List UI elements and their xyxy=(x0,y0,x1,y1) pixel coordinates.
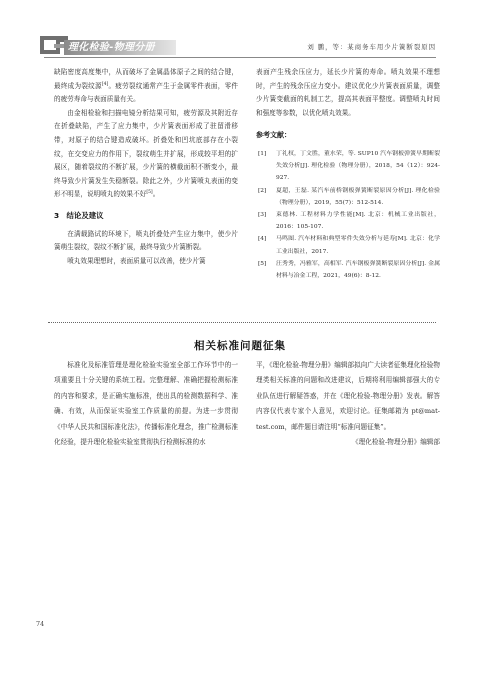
reference-text: 束德林. 工程材料力学性能[M]. 北京：机械工业出版社，2016：105-107. xyxy=(276,211,440,231)
section-heading: 3 结论及建议 xyxy=(54,210,104,220)
reference-number: [1] xyxy=(258,150,267,157)
reference-number: [2] xyxy=(258,187,267,194)
paragraph: 表面产生残余压应力，延长少片簧的寿命。喷丸效果不理想时，产生的残余压应力变小。建议优化少片簧表面质量，调整少片簧变截面的轧制工艺，提高其表面平整度。调整喷丸时间和强度等参数，以优化喷丸效果。 xyxy=(256,68,440,117)
reference-number: [5] xyxy=(258,260,267,267)
reference-item xyxy=(256,185,440,209)
page-number: 74 xyxy=(36,620,45,628)
paragraph: 标准化及标准管理是理化检验实验室全部工作环节中的一项重要且十分关键的系统工程。完整理解、准确把握检测标准的内容和要求，是正确实施标准，使出具的检测数据科学、准确、有效，从而保证实验室工作质量的前提。为进一步贯彻《中华人民共和国标准化法》，传播标准化理念，推广检测标准化经验，提升理化检验实验室贯彻执行检测标准的水 xyxy=(54,361,238,447)
section-divider xyxy=(48,322,436,323)
reference-text: 丁礼权，丁文胜，董水荣，等. SUP10 汽车钢板弹簧早期断裂失效分析[J]. 理化检验（物理分册），2018，54（12）：924-927. xyxy=(276,150,440,182)
paragraph: 喷丸效果理想时，表面质量可以改善，使少片簧 xyxy=(67,256,206,265)
text: 。疲劳裂纹通常产生于金属零件表面，零件的疲劳寿命与表面质量有关。 xyxy=(54,81,239,104)
reference-number: [3] xyxy=(258,211,267,218)
running-title: 刘 鹏，等：某商务车用少片簧断裂原因 xyxy=(307,43,436,51)
reference-item xyxy=(256,233,440,257)
citation: [5] xyxy=(146,190,153,196)
reference-text: 汪秀秀，冯雅军，高相军. 汽车钢板弹簧断裂原因分析[J]. 金属材料与冶金工程，2021，49(6)：8-12. xyxy=(276,260,440,279)
reference-item xyxy=(256,258,440,282)
text: 由金相检验和扫描电镜分析结果可知，疲劳源及其附近存在折叠缺陷，产生了应力集中，少片簧表面形成了驻留滑移带，对原子的结合键造成破坏。折叠处和凹坑底部存在小裂纹，在交变应力的作用下，裂纹萌生并扩展，形成较平坦的扩展区，随着裂纹的不断扩展，少片簧的横截面积不断变小，最终导致少片簧发生失稳断裂。除此之外，少片簧喷丸表面的变形不明显，说明喷丸的效果不好 xyxy=(54,108,238,199)
reference-list xyxy=(256,148,440,282)
right-column xyxy=(256,66,440,282)
notice-title: 相关标准问题征集 xyxy=(194,340,286,352)
journal-name: 理化检验-物理分册 xyxy=(68,42,155,53)
reference-item xyxy=(256,209,440,233)
reference-item xyxy=(256,148,440,185)
paragraph xyxy=(54,107,238,202)
text: 缺陷密度高度集中，从而破坏了金属晶体原子之间的结合键，最终成为裂纹源 xyxy=(54,68,238,90)
reference-text: 马鸣图. 汽车材料和典型零件失效分析与延寿[M]. 北京：化学工业出版社，2017. xyxy=(276,236,440,255)
references-heading: 参考文献： xyxy=(256,131,291,140)
header-divider xyxy=(44,57,436,58)
reference-text: 夏超，王磊. 某汽车前桥钢板弹簧断裂原因分析[J]. 理化检验（物理分册），2019，55(7)：512-514. xyxy=(276,187,440,206)
notice-left-column xyxy=(54,358,238,450)
notice-right-column xyxy=(256,358,440,450)
reference-number: [4] xyxy=(258,236,267,243)
paragraph: 平，《理化检验-物理分册》编辑部拟向广大读者征集理化检验物理类相关标准的问题和改进建议，后期将利用编辑部强大的专业队伍进行解疑答惑，并在《理化检验-物理分册》发表。解答内容仅代表专家个人意见，欢迎讨论。征集邮箱为 pt@mat-test.com，邮件题目请注明“标准问题征集”。 xyxy=(256,361,440,431)
paragraph: 在满载路试的环境下，喷丸折叠处产生应力集中，使少片簧萌生裂纹，裂纹不断扩展，最终导致少片簧断裂。 xyxy=(54,229,238,252)
citation: [4] xyxy=(101,81,109,87)
text: 。 xyxy=(152,190,160,199)
paragraph xyxy=(54,66,238,107)
signature: 《理化检验-物理分册》编辑部 xyxy=(352,438,440,447)
left-column xyxy=(54,66,238,268)
